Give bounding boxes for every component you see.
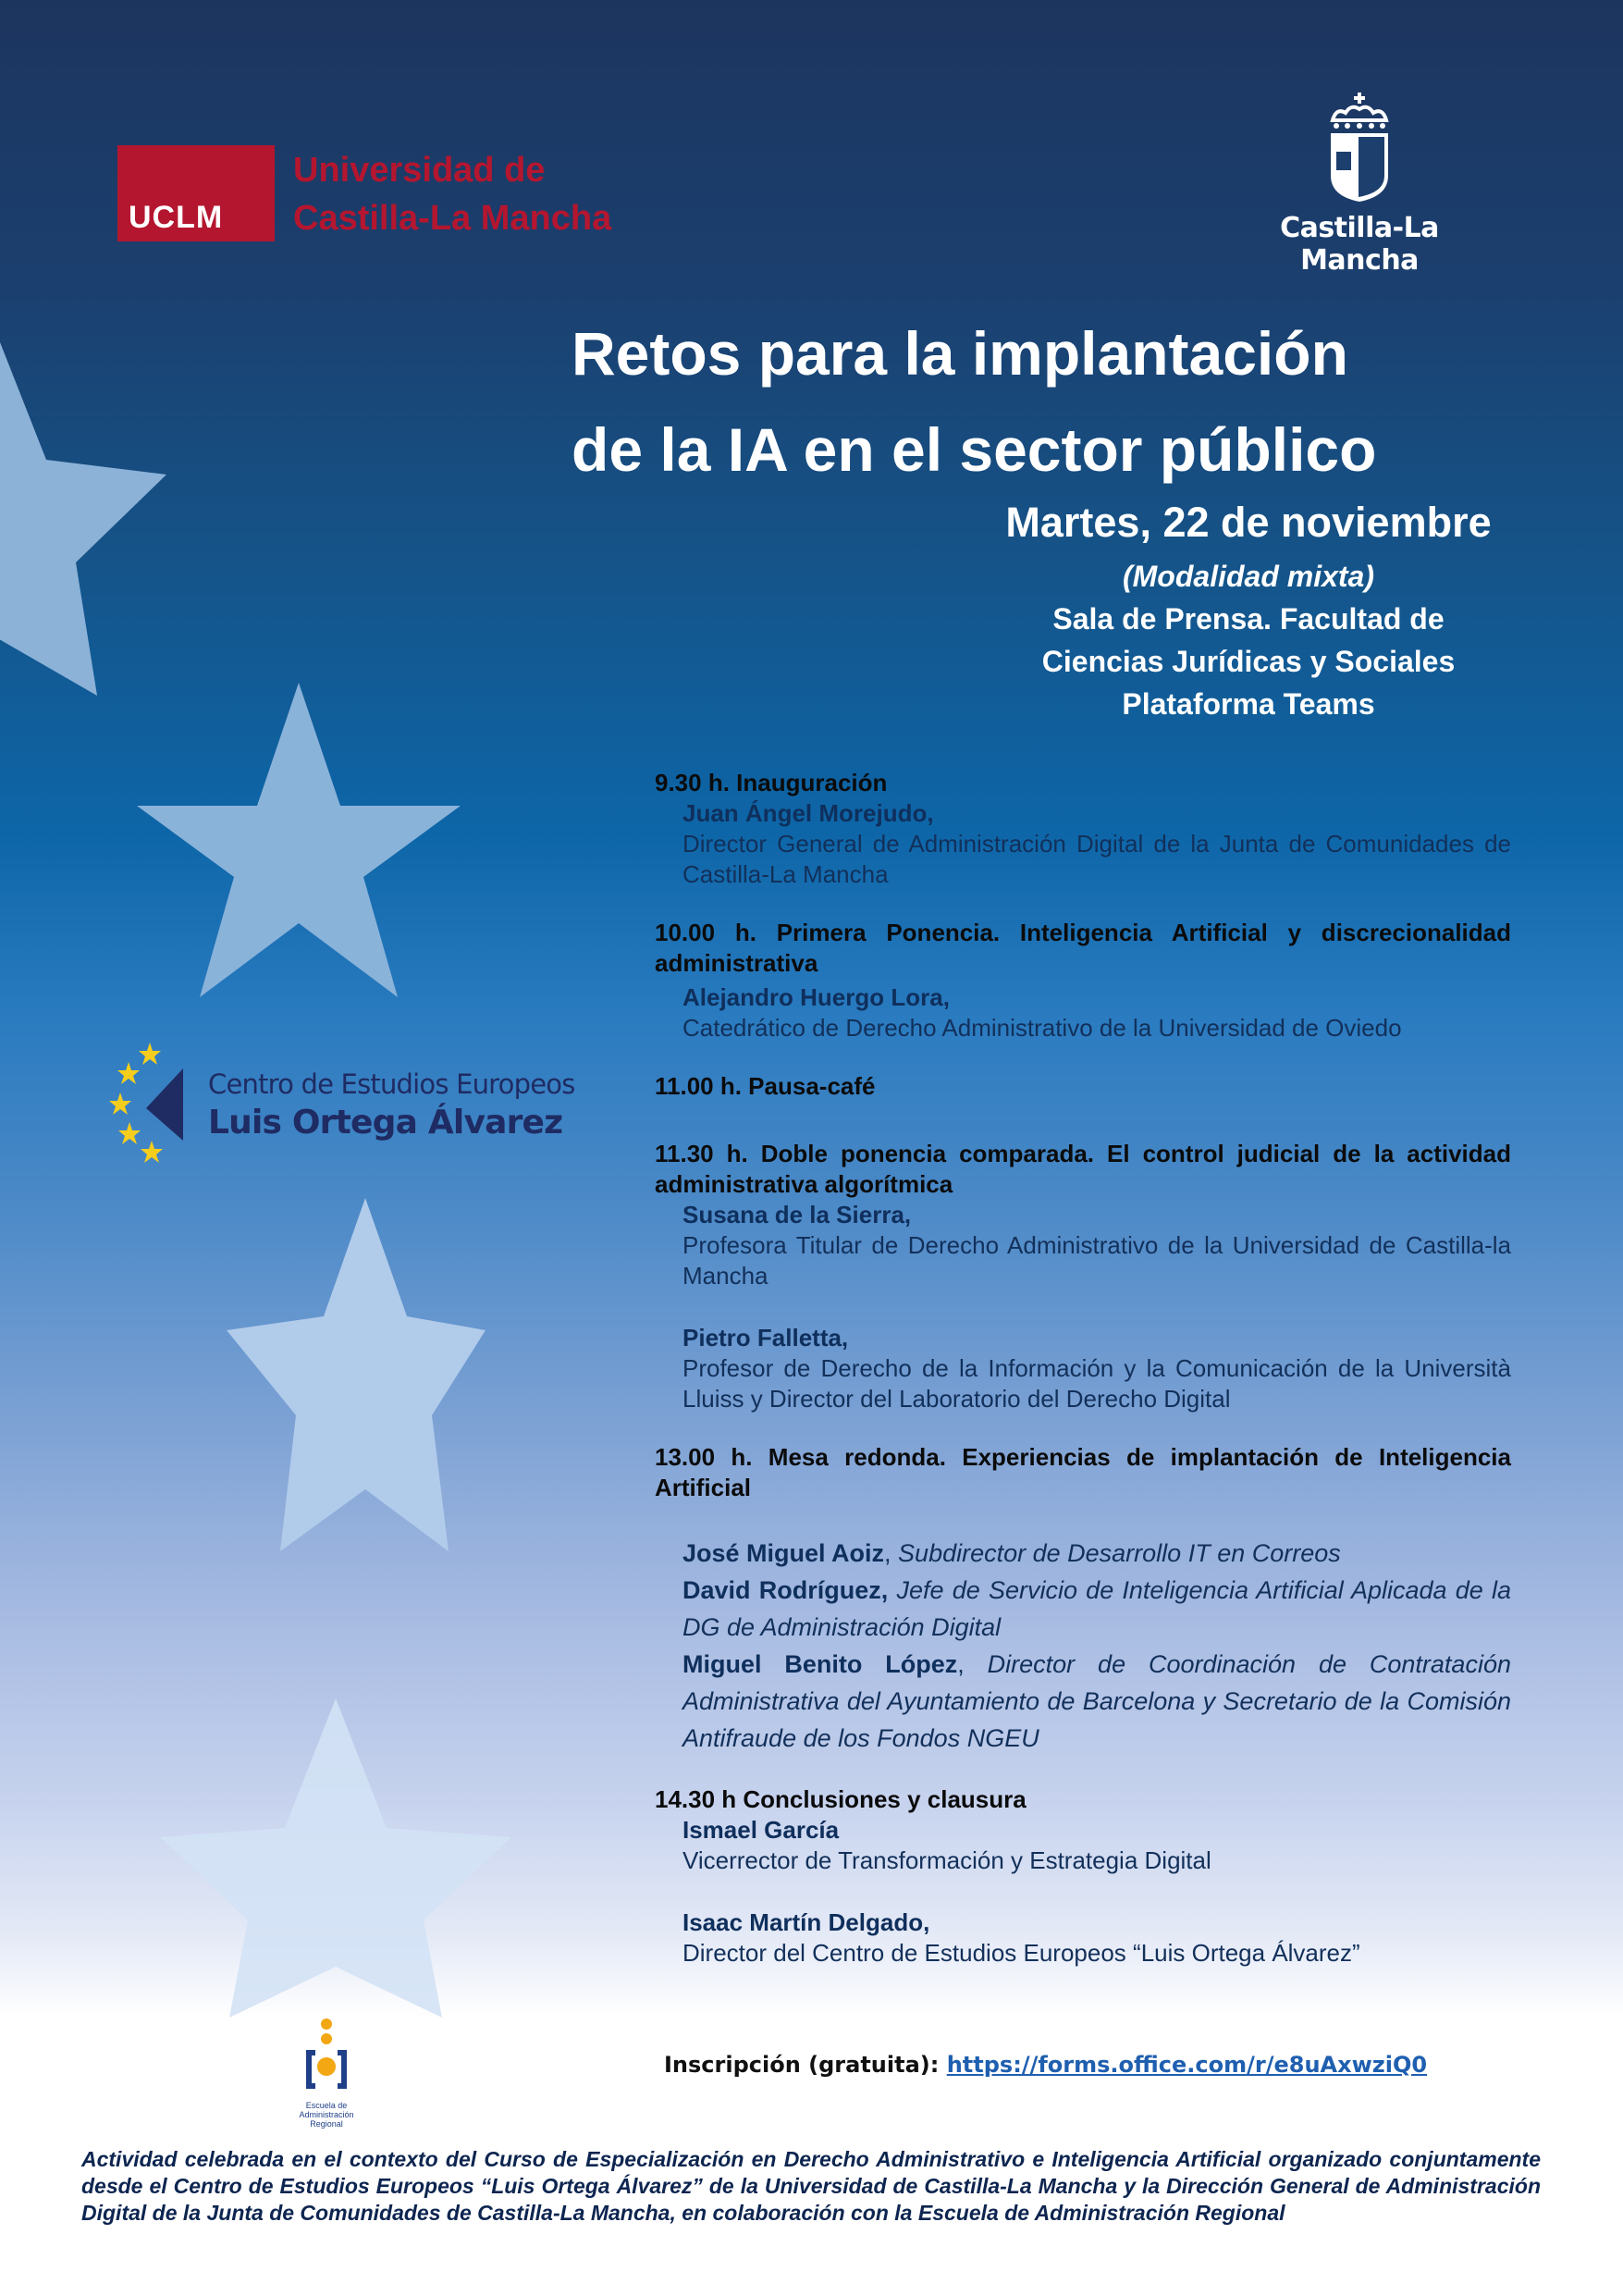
background-star-icon [146, 1698, 516, 2018]
slot-title: 14.30 h Conclusiones y clausura [655, 1785, 1027, 1813]
background-star-icon [0, 342, 194, 712]
slot-title: 9.30 h. Inauguración [655, 769, 888, 796]
eu-stars-icon [109, 1041, 192, 1170]
program-slot [655, 918, 1511, 1043]
registration [664, 2052, 1427, 2078]
cee-name-line2: Luis Ortega Álvarez [208, 1104, 563, 1142]
slot-title: 11.30 h. Doble ponencia comparada. El control judicial de la actividad administrativa algorítmica [655, 1140, 1511, 1198]
program-slot [655, 1071, 1511, 1102]
ear-name: Escuela de Administración Regional [299, 2101, 354, 2129]
slot-title: 11.00 h. Pausa-café [655, 1072, 876, 1100]
program-schedule [655, 768, 1511, 1996]
slot-title: 13.00 h. Mesa redonda. Experiencias de implantación de Inteligencia Artificial [655, 1443, 1511, 1501]
event-info [962, 490, 1535, 725]
background-star-icon [137, 683, 461, 997]
event-venue-line1: Sala de Prensa. Facultad de [1052, 602, 1445, 636]
panel-member: Miguel Benito López, Director de Coordinación de Contratación Administrativa del Ayuntamiento de Barcelona y Secretario de la Comisión Antifraude de los Fondos NGEU [682, 1650, 1511, 1752]
footer-note: Actividad celebrada en el contexto del Curso de Especialización en Derecho Administrativo e Inteligencia Artificial organizado conjuntamente desde el Centro de Estudios Europeos “Luis Ortega Álvarez” de la Universidad de Castilla-La Mancha y la Dirección General de Administración Digital de la Junta de Comunidades de Castilla-La Mancha, en colaboración con la Escuela de Administración Regional [81, 2147, 1541, 2225]
panel-list [682, 1535, 1511, 1757]
program-slot [655, 768, 1511, 890]
speaker-name: Isaac Martín Delgado, [682, 1908, 930, 1936]
clm-name: Castilla-La Mancha [1280, 212, 1439, 277]
cee-logo [109, 1041, 575, 1170]
speaker [682, 1200, 1511, 1414]
uclm-badge-text: UCLM [129, 200, 224, 235]
speaker-name: Pietro Falletta, [682, 1324, 849, 1352]
panel-member: David Rodríguez, Jefe de Servicio de Inteligencia Artificial Aplicada de la DG de Administración Digital [682, 1576, 1511, 1641]
speaker-name: Susana de la Sierra, [682, 1201, 912, 1228]
speaker [682, 982, 1511, 1043]
page-title: Retos para la implantación de la IA en el sector público [572, 319, 1377, 484]
program-slot [655, 1784, 1511, 1969]
speaker-name: Alejandro Huergo Lora, [682, 983, 950, 1011]
event-venue-line2: Ciencias Jurídicas y Sociales [1041, 645, 1456, 678]
speaker-role: Profesor de Derecho de la Información y la Comunicación de la Università Lluiss y Director del Laboratorio del Derecho Digital [682, 1354, 1511, 1413]
speaker-role: Director del Centro de Estudios Europeos “Luis Ortega Álvarez” [682, 1939, 1360, 1967]
panel-member: José Miguel Aoiz, Subdirector de Desarrollo IT en Correos [682, 1539, 1341, 1567]
speaker-role: Profesora Titular de Derecho Administrativo de la Universidad de Castilla-la Mancha [682, 1231, 1511, 1290]
registration-link[interactable]: https://forms.office.com/r/e8uAxwziQ0 [946, 2052, 1428, 2078]
coat-of-arms-icon [1327, 93, 1392, 204]
uclm-logo [117, 145, 275, 241]
background-star-icon [227, 1198, 486, 1554]
speaker-name: Ismael García [682, 1816, 840, 1844]
slot-title: 10.00 h. Primera Ponencia. Inteligencia Artificial y discrecionalidad administrativa [655, 919, 1511, 977]
event-platform: Plataforma Teams [1122, 687, 1375, 721]
event-date: Martes, 22 de noviembre [1005, 499, 1492, 546]
speaker [682, 798, 1511, 890]
speaker [682, 1815, 1511, 1969]
program-slot [655, 1442, 1511, 1757]
speaker-name: Juan Ángel Morejudo, [682, 799, 934, 827]
cee-name-line1: Centro de Estudios Europeos [208, 1068, 575, 1100]
ear-emblem-icon [299, 2018, 354, 2092]
uclm-name: Universidad de Castilla-La Mancha [293, 151, 612, 238]
castilla-la-mancha-logo [1221, 93, 1498, 277]
program-slot [655, 1139, 1511, 1414]
event-modality: (Modalidad mixta) [1122, 560, 1374, 593]
speaker-role: Vicerrector de Transformación y Estrategia Digital [682, 1846, 1211, 1874]
speaker-role: Director General de Administración Digital de la Junta de Comunidades de Castilla-La Mancha [682, 830, 1511, 888]
registration-label: Inscripción (gratuita): [664, 2052, 940, 2078]
ear-logo [294, 2018, 359, 2129]
speaker-role: Catedrático de Derecho Administrativo de la Universidad de Oviedo [682, 1014, 1402, 1042]
